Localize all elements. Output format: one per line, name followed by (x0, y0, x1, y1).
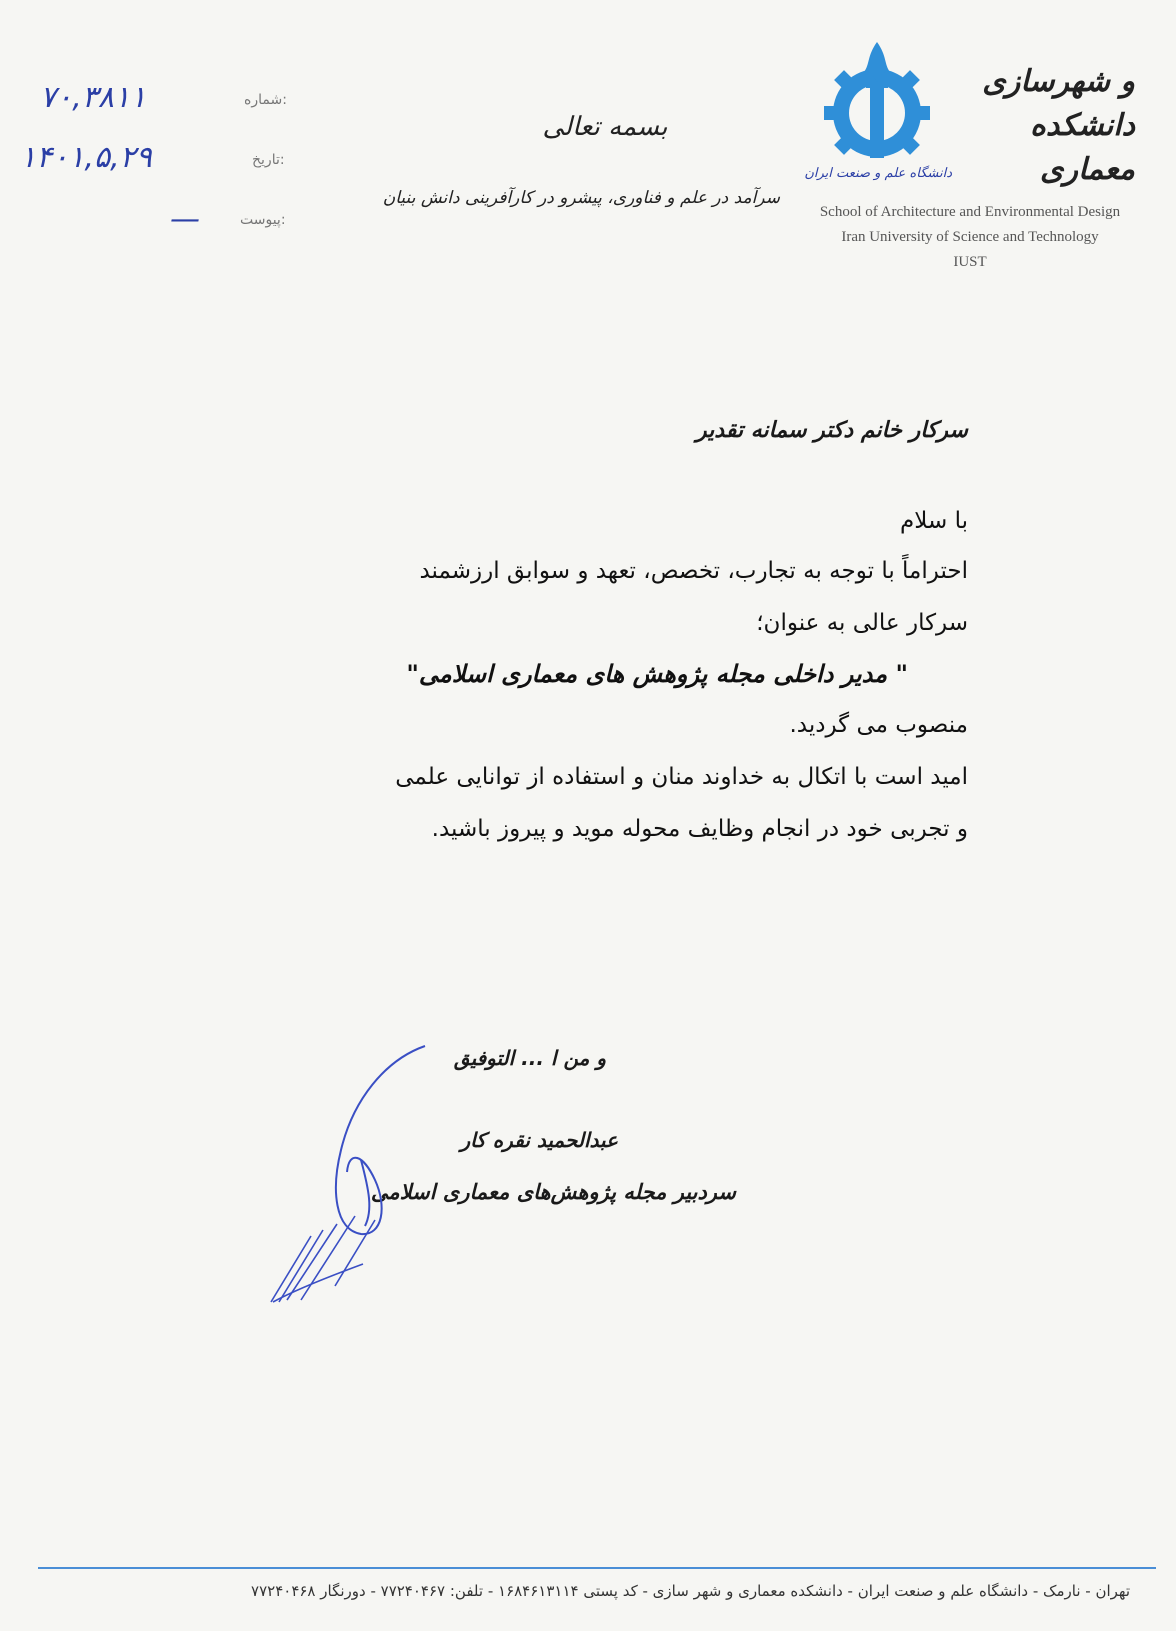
school-name-fa-line1: دانشکده معماری (1030, 108, 1135, 187)
school-name-fa-line2: و شهرسازی (982, 64, 1135, 99)
signer-name: عبدالحمید نقره کار (460, 1128, 618, 1152)
body-line-1: احتراماً با توجه به تجارب، تخصص، تعهد و سوابق ارزشمند (419, 558, 968, 584)
signer-title: سردبیر مجله پژوهش‌های معماری اسلامی (370, 1180, 736, 1204)
university-abbr: IUST (953, 254, 987, 270)
footer-address: تهران - نارمک - دانشگاه علم و صنعت ایران - دانشکده معماری و شهر سازی - کد پستی ۱۶۸۴۶۱۳۱۱۴ - تلفن: ۷۷۲۴۰۴۶۷ - دورنگار ۷۷۲۴۰۴۶۸ (251, 1582, 1130, 1600)
date-value: ۱۴۰۱,۵,۲۹ (20, 140, 152, 175)
date-label: تاریخ: (252, 152, 285, 168)
university-motto: سرآمد در علم و فناوری، پیشرو در کارآفرینی دانش بنیان (382, 188, 780, 208)
university-name-fa: دانشگاه علم و صنعت ایران (804, 166, 952, 181)
body-line-3: منصوب می گردید. (789, 712, 968, 738)
greeting: با سلام (900, 508, 968, 534)
recipient: سرکار خانم دکتر سمانه تقدیر (696, 418, 968, 443)
position-title: " مدیر داخلی مجله پژوهش های معماری اسلامی" (406, 660, 908, 688)
footer-divider (38, 1567, 1156, 1569)
university-name-en: Iran University of Science and Technology (841, 229, 1099, 245)
school-name-fa (965, 60, 1135, 192)
body-line-2: سرکار عالی به عنوان؛ (756, 610, 968, 636)
number-label: شماره: (244, 92, 287, 108)
attachment-label: پیوست: (240, 212, 286, 228)
number-value: ۷۰,۳۸۱۱ (40, 80, 147, 115)
closing-salutation: و من ا ... التوفیق (453, 1046, 606, 1070)
body-line-5: و تجربی خود در انجام وظایف محوله موید و پیروز باشید. (431, 816, 968, 842)
attachment-value: — (170, 202, 202, 237)
school-name-en: School of Architecture and Environmental Design (819, 204, 1121, 220)
basmala: بسمه تعالی (542, 112, 668, 142)
body-line-4: امید است با اتکال به خداوند منان و استفاده از توانایی علمی (395, 764, 968, 790)
handwritten-signature (265, 1040, 445, 1320)
